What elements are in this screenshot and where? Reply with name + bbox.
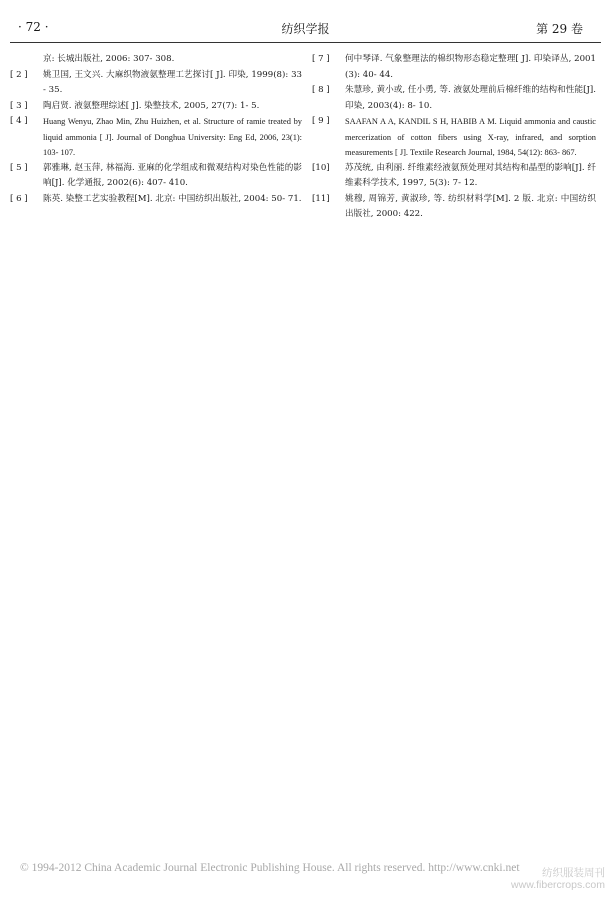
reference-number: [ 4 ] [10, 116, 28, 126]
reference-item [10, 161, 302, 192]
reference-item [10, 52, 302, 68]
journal-title: 纺织学报 [281, 22, 330, 36]
header-rule [10, 42, 601, 43]
reference-text: SAAFAN A A, KANDIL S H, HABIB A M. Liquid ammonia and caustic mercerization of cotton fibers using X-ray, infrared, and sorption measurements [ J]. Textile Research Journal, 1984, 54(12): 863- 867. [345, 117, 596, 157]
reference-text: 陈英. 染整工艺实验教程[M]. 北京: 中国纺织出版社, 2004: 50- 71. [43, 193, 302, 204]
reference-item [312, 161, 596, 192]
reference-text: 京: 长城出版社, 2006: 307- 308. [43, 54, 175, 64]
site-watermark [511, 867, 605, 891]
reference-text: 苏茂统, 由利丽. 纤维素经液氨预处理对其结构和晶型的影响[J]. 纤维素科学技术, 1997, 5(3): 7- 12. [345, 162, 596, 188]
reference-item [10, 114, 302, 161]
watermark-line-1: 纺织服装周刊 [542, 867, 605, 879]
reference-text: 姚穆, 周锦芳, 黄淑珍, 等. 纺织材料学[M]. 2 版. 北京: 中国纺织出版社, 2000: 422. [345, 193, 596, 219]
reference-item [10, 192, 302, 208]
reference-item [312, 52, 596, 83]
reference-item [10, 99, 302, 115]
reference-number: [ 2 ] [10, 69, 28, 80]
watermark-line-2: www.fibercrops.com [511, 879, 605, 891]
reference-number: [ 3 ] [10, 100, 28, 111]
reference-number: [ 6 ] [10, 193, 28, 204]
reference-text: 姚卫国, 王文兴. 大麻织物液氨整理工艺探讨[ J]. 印染, 1999(8): 33- 35. [43, 69, 302, 95]
reference-item [312, 83, 596, 114]
reference-text: Huang Wenyu, Zhao Min, Zhu Huizhen, et al. Structure of ramie treated by liquid ammonia [ J]. Journal of Donghua University: Eng Ed, 2006, 23(1): 103- 107. [43, 117, 302, 157]
reference-number: [ 5 ] [10, 162, 28, 173]
page-number: · 72 · [18, 20, 49, 34]
volume-label: 第 29 卷 [536, 22, 583, 36]
reference-number: [ 7 ] [312, 54, 330, 64]
reference-text: 何中琴译. 气象整理法的棉织物形态稳定整理[ J]. 印染译丛, 2001(3): 40- 44. [345, 54, 596, 80]
reference-text: 郭雅琳, 赵玉萍, 林福海. 亚麻的化学组成和微观结构对染色性能的影响[J]. 化学通报, 2002(6): 407- 410. [43, 162, 302, 188]
running-header [10, 18, 601, 40]
reference-item [312, 114, 596, 161]
reference-number: [10] [312, 162, 330, 173]
copyright-footer: © 1994-2012 China Academic Journal Electronic Publishing House. All rights reserved. http://www.cnki.net [20, 862, 520, 874]
references-right-column [312, 52, 596, 223]
reference-item [312, 192, 596, 223]
reference-number: [11] [312, 193, 330, 204]
reference-item [10, 68, 302, 99]
reference-number: [ 8 ] [312, 85, 330, 95]
reference-text: 朱慧珍, 黄小或, 任小勇, 等. 液氨处理前后棉纤维的结构和性能[J]. 印染, 2003(4): 8- 10. [345, 85, 596, 111]
reference-number: [ 9 ] [312, 116, 330, 126]
references-left-column [10, 52, 302, 207]
reference-text: 陶启贤. 液氨整理综述[ J]. 染整技术, 2005, 27(7): 1- 5. [43, 100, 260, 111]
